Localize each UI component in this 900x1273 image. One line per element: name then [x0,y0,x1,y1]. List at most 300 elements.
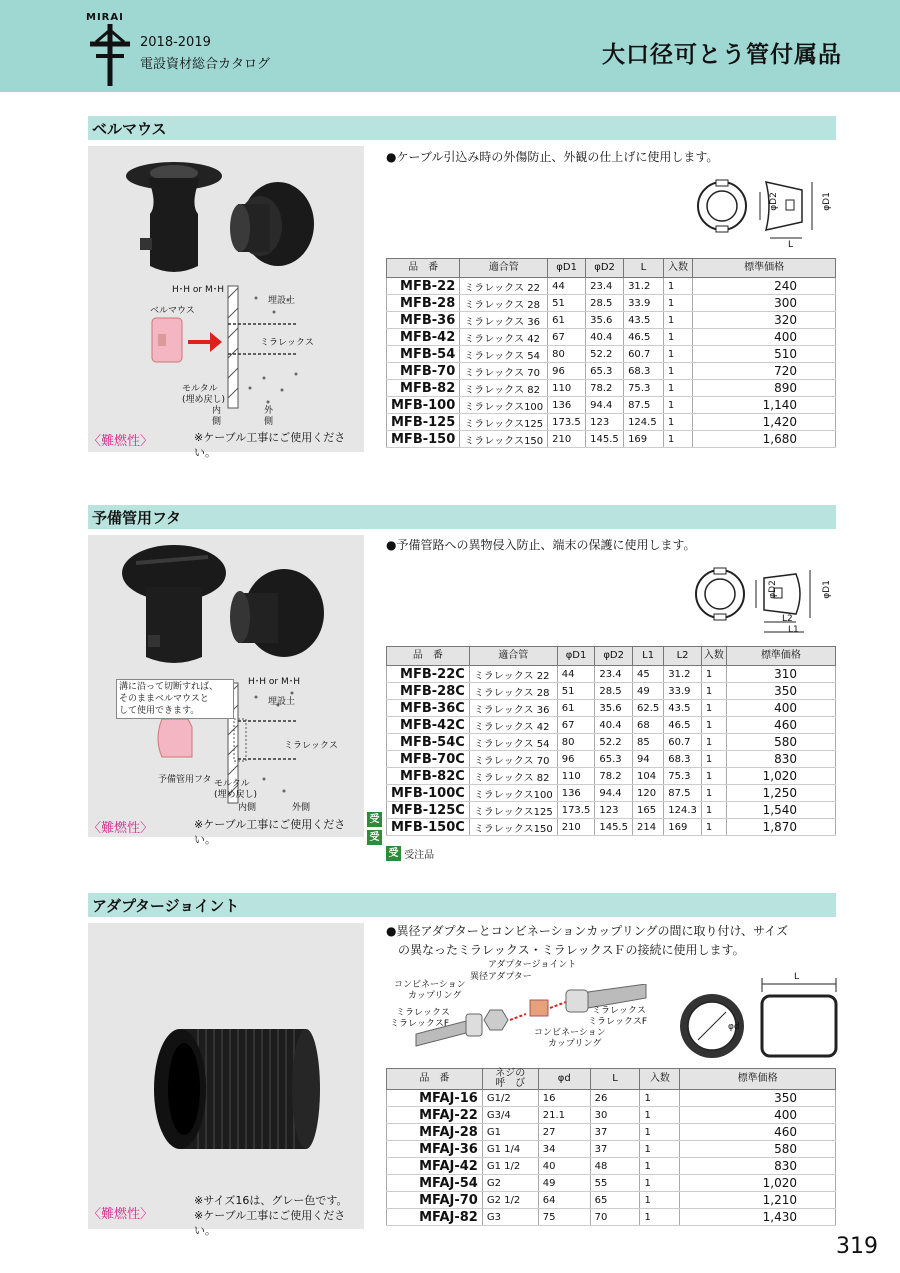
table-cell: 30 [590,1107,640,1124]
diagram-label-hh: H･H or M･H [172,285,224,295]
price-cell: 300 [693,295,836,312]
table-cell: ミラレックス 70 [469,751,557,768]
order-item-mark: 受 [367,812,382,827]
table-cell: 45 [632,666,663,683]
table-cell: 46.5 [664,717,702,734]
price-cell: 460 [726,717,835,734]
table-cell: 43.5 [624,312,664,329]
price-cell: 310 [726,666,835,683]
table-cell: 35.6 [595,700,633,717]
price-cell: 1,540 [726,802,835,819]
table-cell: 21.1 [538,1107,590,1124]
table-cell: 52.2 [595,734,633,751]
table-row [387,431,836,448]
dim-label-l: L [788,240,794,250]
callout-line-3: して使用できます。 [119,706,200,716]
table-row [387,768,836,785]
order-item-legend [386,846,434,861]
diagram-label-soil: 埋設土 [268,296,296,306]
table-cell: 210 [548,431,586,448]
dim-label-d: φd [728,1022,740,1032]
table-cell: 214 [632,819,663,836]
table-cell: 169 [624,431,664,448]
table-cell: 87.5 [624,397,664,414]
table-cell: ミラレックス100 [469,785,557,802]
table-cell: 31.2 [664,666,702,683]
product-code: MFAJ-82 [387,1209,483,1226]
table-cell: 31.2 [624,278,664,295]
table-row [387,363,836,380]
product-code: MFAJ-22 [387,1107,483,1124]
table-cell: 145.5 [595,819,633,836]
table-cell: 16 [538,1090,590,1107]
table-row [387,785,836,802]
cap-product-image [88,535,364,675]
dim-label-d2: φD2 [768,192,779,211]
table-cell: ミラレックス125 [469,802,557,819]
table-cell: 120 [632,785,663,802]
table-row [387,734,836,751]
order-item-mark: 受 [386,846,401,861]
table-cell: 46.5 [624,329,664,346]
price-cell: 830 [726,751,835,768]
price-cell: 460 [680,1124,836,1141]
bellmouth-spec-table [386,258,836,448]
table-header-cell: φD2 [586,259,624,278]
product-code: MFB-82C [387,768,470,785]
price-cell: 510 [693,346,836,363]
table-cell: 65.3 [595,751,633,768]
mirai-logo-icon [86,22,134,88]
table-cell: 1 [701,717,726,734]
table-cell: 173.5 [557,802,595,819]
table-cell: G1 [482,1124,538,1141]
section-header-cap [88,505,836,529]
price-cell: 350 [726,683,835,700]
table-cell: 169 [664,819,702,836]
table-cell: 23.4 [595,666,633,683]
product-photo-panel [88,146,364,459]
price-cell: 720 [693,363,836,380]
table-row [387,397,836,414]
table-cell: 1 [663,431,692,448]
table-header-cell: 適合管 [460,259,548,278]
usage-note: ※ケーブル工事にご使用ください。 [194,818,346,846]
table-cell: 65 [590,1192,640,1209]
usage-note: ※ケーブル工事にご使用ください。 [194,1209,346,1237]
table-cell: 124.5 [624,414,664,431]
table-header-cell: φd [538,1069,590,1090]
diagram-label-mirarex-r2: ミラレックスF [588,1017,647,1027]
section-description-line-2: の異なったミラレックス・ミラレックスＦの接続に使用します。 [398,943,745,957]
section-header-adapter [88,893,836,917]
table-cell: 61 [557,700,595,717]
table-cell: 1 [663,346,692,363]
table-cell: ミラレックス 82 [469,768,557,785]
table-cell: 1 [640,1175,680,1192]
table-cell: 1 [640,1209,680,1226]
table-cell: ミラレックス 36 [460,312,548,329]
table-row [387,751,836,768]
diagram-label-pipe: ミラレックス [260,338,314,348]
table-header-cell: φD2 [595,647,633,666]
table-cell: ミラレックス 42 [460,329,548,346]
table-cell: 37 [590,1124,640,1141]
table-cell: 68 [632,717,663,734]
table-cell: 1 [640,1124,680,1141]
table-cell: 96 [557,751,595,768]
table-header-cell: φD1 [557,647,595,666]
section-header-bellmouth [88,116,836,140]
diagram-label-product: ベルマウス [150,306,195,316]
dim-label-l: L [794,972,800,982]
table-cell: 136 [557,785,595,802]
price-cell: 1,680 [693,431,836,448]
table-cell: 52.2 [586,346,624,363]
table-cell: 80 [557,734,595,751]
table-cell: 1 [640,1107,680,1124]
table-cell: ミラレックス 42 [469,717,557,734]
table-cell: ミラレックス125 [460,414,548,431]
table-cell: 64 [538,1192,590,1209]
table-cell: 1 [701,768,726,785]
table-row [387,1209,836,1226]
size-note: ※サイズ16は、グレー色です。 [194,1194,348,1207]
diagram-label-soil: 埋設土 [268,697,296,707]
section-description: ●ケーブル引込み時の外傷防止、外観の仕上げに使用します。 [386,150,719,164]
table-cell: 75 [538,1209,590,1226]
table-cell: ミラレックス 22 [469,666,557,683]
product-code: MFB-54 [387,346,460,363]
table-cell: 145.5 [586,431,624,448]
table-header-cell: L2 [664,647,702,666]
table-cell: G3/4 [482,1107,538,1124]
table-cell: 173.5 [548,414,586,431]
product-code: MFB-36 [387,312,460,329]
section-description-line-1: ●異径アダプターとコンビネーションカップリングの間に取り付け、サイズ [386,924,789,938]
diagram-label-mortar-sub: (埋め戻し) [182,395,226,405]
product-code: MFB-82 [387,380,460,397]
table-cell: 40.4 [595,717,633,734]
section-title: ベルマウス [92,120,167,138]
bellmouth-dimension-drawing [690,172,850,252]
diagram-label-mortar: モルタル [182,384,218,394]
table-cell: 51 [557,683,595,700]
table-cell: G2 [482,1175,538,1192]
table-cell: G2 1/2 [482,1192,538,1209]
adapter-joint-product-image [88,993,364,1193]
table-cell: 35.6 [586,312,624,329]
price-cell: 1,210 [680,1192,836,1209]
table-row [387,802,836,819]
table-cell: 78.2 [586,380,624,397]
table-cell: 67 [557,717,595,734]
price-cell: 320 [693,312,836,329]
table-cell: 61 [548,312,586,329]
diagram-label-coupling-l1: コンビネーション [394,980,466,990]
table-cell: 1 [701,734,726,751]
flame-retardant-label: 〈難燃性〉 [88,821,154,836]
catalog-name: 電設資材総合カタログ [140,57,271,72]
price-cell: 830 [680,1158,836,1175]
product-photo-panel [88,923,364,1237]
table-cell: 1 [640,1158,680,1175]
usage-note: ※ケーブル工事にご使用ください。 [194,431,346,459]
product-code: MFB-150C [387,819,470,836]
order-item-legend-text: 受注品 [404,850,435,861]
table-cell: ミラレックス 54 [460,346,548,363]
table-cell: 37 [590,1141,640,1158]
product-code: MFB-150 [387,431,460,448]
diagram-label-outer: 外側 [292,803,311,813]
page-header [0,0,900,92]
table-cell: G1 1/2 [482,1158,538,1175]
diagram-label-coupling-b2: カップリング [548,1039,602,1049]
table-cell: 123 [595,802,633,819]
price-cell: 1,870 [726,819,835,836]
table-row [387,819,836,836]
price-cell: 1,020 [680,1175,836,1192]
table-cell: 40 [538,1158,590,1175]
price-cell: 400 [680,1107,836,1124]
dim-label-l1: L1 [788,625,799,635]
table-cell: 1 [663,414,692,431]
table-header-cell: 標準価格 [680,1069,836,1090]
price-cell: 1,140 [693,397,836,414]
table-row [387,278,836,295]
price-cell: 240 [693,278,836,295]
table-cell: 1 [701,666,726,683]
table-cell: 1 [663,363,692,380]
table-cell: ミラレックス150 [469,819,557,836]
product-code: MFB-125 [387,414,460,431]
table-cell: 40.4 [586,329,624,346]
table-cell: 1 [663,397,692,414]
flame-retardant-label: 〈難燃性〉 [88,434,154,449]
table-cell: 28.5 [586,295,624,312]
diagram-label-adapter-joint: アダプタージョイント [488,960,577,970]
table-cell: 96 [548,363,586,380]
cut-tip-callout [116,679,234,719]
table-header-cell: L [624,259,664,278]
table-cell: 60.7 [664,734,702,751]
price-cell: 400 [726,700,835,717]
table-cell: 48 [590,1158,640,1175]
catalog-year: 2018-2019 [140,35,211,50]
bellmouth-product-image [88,146,364,286]
diagram-label-mirarex-r1: ミラレックス [592,1006,646,1016]
dim-label-d1: φD1 [821,580,832,599]
table-row [387,1175,836,1192]
table-cell: G1/2 [482,1090,538,1107]
table-header-cell: 入数 [701,647,726,666]
page-number: 319 [836,1234,878,1259]
table-cell: 1 [701,785,726,802]
price-cell: 1,020 [726,768,835,785]
table-cell: 136 [548,397,586,414]
table-cell: 80 [548,346,586,363]
table-row [387,1158,836,1175]
table-cell: ミラレックス 82 [460,380,548,397]
diagram-label-inner: 内側 [238,803,257,813]
table-header-cell: 標準価格 [693,259,836,278]
table-cell: 49 [632,683,663,700]
product-photo-panel [88,535,364,846]
price-cell: 890 [693,380,836,397]
diagram-label-reducer: 異径アダプター [470,972,532,982]
table-cell: 1 [701,751,726,768]
section-title: アダプタージョイント [92,897,240,915]
dim-label-d1: φD1 [821,192,832,211]
price-cell: 580 [680,1141,836,1158]
product-code: MFAJ-36 [387,1141,483,1158]
product-code: MFB-42C [387,717,470,734]
diagram-label-coupling-l2: カップリング [408,991,462,1001]
diagram-label-mortar: モルタル [214,779,250,789]
table-header-cell: 品 番 [387,647,470,666]
table-cell: 1 [663,329,692,346]
table-cell: 123 [586,414,624,431]
table-cell: 75.3 [624,380,664,397]
price-cell: 1,430 [680,1209,836,1226]
table-cell: ミラレックス 36 [469,700,557,717]
table-cell: 68.3 [664,751,702,768]
table-cell: 33.9 [664,683,702,700]
table-header-cell: 品 番 [387,259,460,278]
table-row [387,346,836,363]
table-cell: 33.9 [624,295,664,312]
product-code: MFB-70 [387,363,460,380]
table-cell: 55 [590,1175,640,1192]
price-cell: 1,250 [726,785,835,802]
table-cell: 1 [663,380,692,397]
product-code: MFAJ-54 [387,1175,483,1192]
table-row [387,312,836,329]
dim-label-d2: φD2 [767,580,778,599]
table-cell: 124.3 [664,802,702,819]
table-cell: 28.5 [595,683,633,700]
table-cell: 1 [663,295,692,312]
product-code: MFAJ-70 [387,1192,483,1209]
product-code: MFB-100 [387,397,460,414]
table-cell: 1 [640,1192,680,1209]
page-title: 大口径可とう管付属品 [602,42,842,68]
product-code: MFB-100C [387,785,470,802]
diagram-label-mirarex-l2: ミラレックスF [390,1019,449,1029]
table-cell: G1 1/4 [482,1141,538,1158]
section-title: 予備管用フタ [92,509,181,527]
table-cell: 1 [701,700,726,717]
diagram-label-outer: 外 側 [264,406,274,427]
table-cell: 68.3 [624,363,664,380]
table-cell: 44 [548,278,586,295]
table-cell: 110 [548,380,586,397]
table-header-cell: L [590,1069,640,1090]
table-cell: 26 [590,1090,640,1107]
table-cell: 94.4 [586,397,624,414]
table-cell: 110 [557,768,595,785]
table-cell: ミラレックス 28 [460,295,548,312]
table-cell: 1 [663,312,692,329]
table-cell: 44 [557,666,595,683]
table-cell: 43.5 [664,700,702,717]
table-cell: ミラレックス 70 [460,363,548,380]
diagram-label-inner: 内 側 [212,406,222,427]
table-cell: 94 [632,751,663,768]
diagram-label-hh: H･H or M･H [248,677,300,687]
table-cell: 1 [663,278,692,295]
table-cell: 85 [632,734,663,751]
table-cell: 34 [538,1141,590,1158]
table-cell: 104 [632,768,663,785]
product-code: MFB-70C [387,751,470,768]
table-cell: ミラレックス 54 [469,734,557,751]
table-cell: 1 [701,819,726,836]
table-header-cell: ネジの 呼 び [482,1069,538,1090]
table-cell: 75.3 [664,768,702,785]
table-cell: ミラレックス150 [460,431,548,448]
table-row [387,666,836,683]
table-cell: G3 [482,1209,538,1226]
table-header-cell: 適合管 [469,647,557,666]
product-code: MFB-22 [387,278,460,295]
product-code: MFAJ-28 [387,1124,483,1141]
table-cell: 94.4 [595,785,633,802]
diagram-label-mortar-sub: (埋め戻し) [214,790,258,800]
table-cell: 62.5 [632,700,663,717]
table-cell: 65.3 [586,363,624,380]
table-cell: 1 [701,683,726,700]
table-row [387,683,836,700]
adapter-spec-table [386,1068,836,1226]
callout-line-2: そのままベルマウスと [119,694,209,704]
diagram-label-coupling-b1: コンビネーション [534,1028,606,1038]
table-row [387,414,836,431]
price-cell: 400 [693,329,836,346]
section-description: ●予備管路への異物侵入防止、端末の保護に使用します。 [386,538,696,552]
product-code: MFB-42 [387,329,460,346]
table-header-cell: 標準価格 [726,647,835,666]
dim-label-l2: L2 [782,614,793,624]
price-cell: 1,420 [693,414,836,431]
table-row [387,295,836,312]
product-code: MFAJ-42 [387,1158,483,1175]
table-row [387,329,836,346]
table-cell: 78.2 [595,768,633,785]
table-row [387,1124,836,1141]
product-code: MFB-125C [387,802,470,819]
product-code: MFB-22C [387,666,470,683]
table-row [387,1107,836,1124]
cap-spec-table [386,646,836,836]
diagram-label-product: 予備管用フタ [158,775,212,785]
table-header-cell: 入数 [640,1069,680,1090]
flame-retardant-label: 〈難燃性〉 [88,1207,154,1222]
product-code: MFAJ-16 [387,1090,483,1107]
table-row [387,1090,836,1107]
table-cell: ミラレックス 28 [469,683,557,700]
table-header-cell: 品 番 [387,1069,483,1090]
table-row [387,1141,836,1158]
table-cell: 87.5 [664,785,702,802]
table-cell: 165 [632,802,663,819]
table-header-cell: 入数 [663,259,692,278]
order-item-mark: 受 [367,830,382,845]
table-cell: 210 [557,819,595,836]
table-row [387,717,836,734]
table-header-cell: L1 [632,647,663,666]
table-header-cell: φD1 [548,259,586,278]
